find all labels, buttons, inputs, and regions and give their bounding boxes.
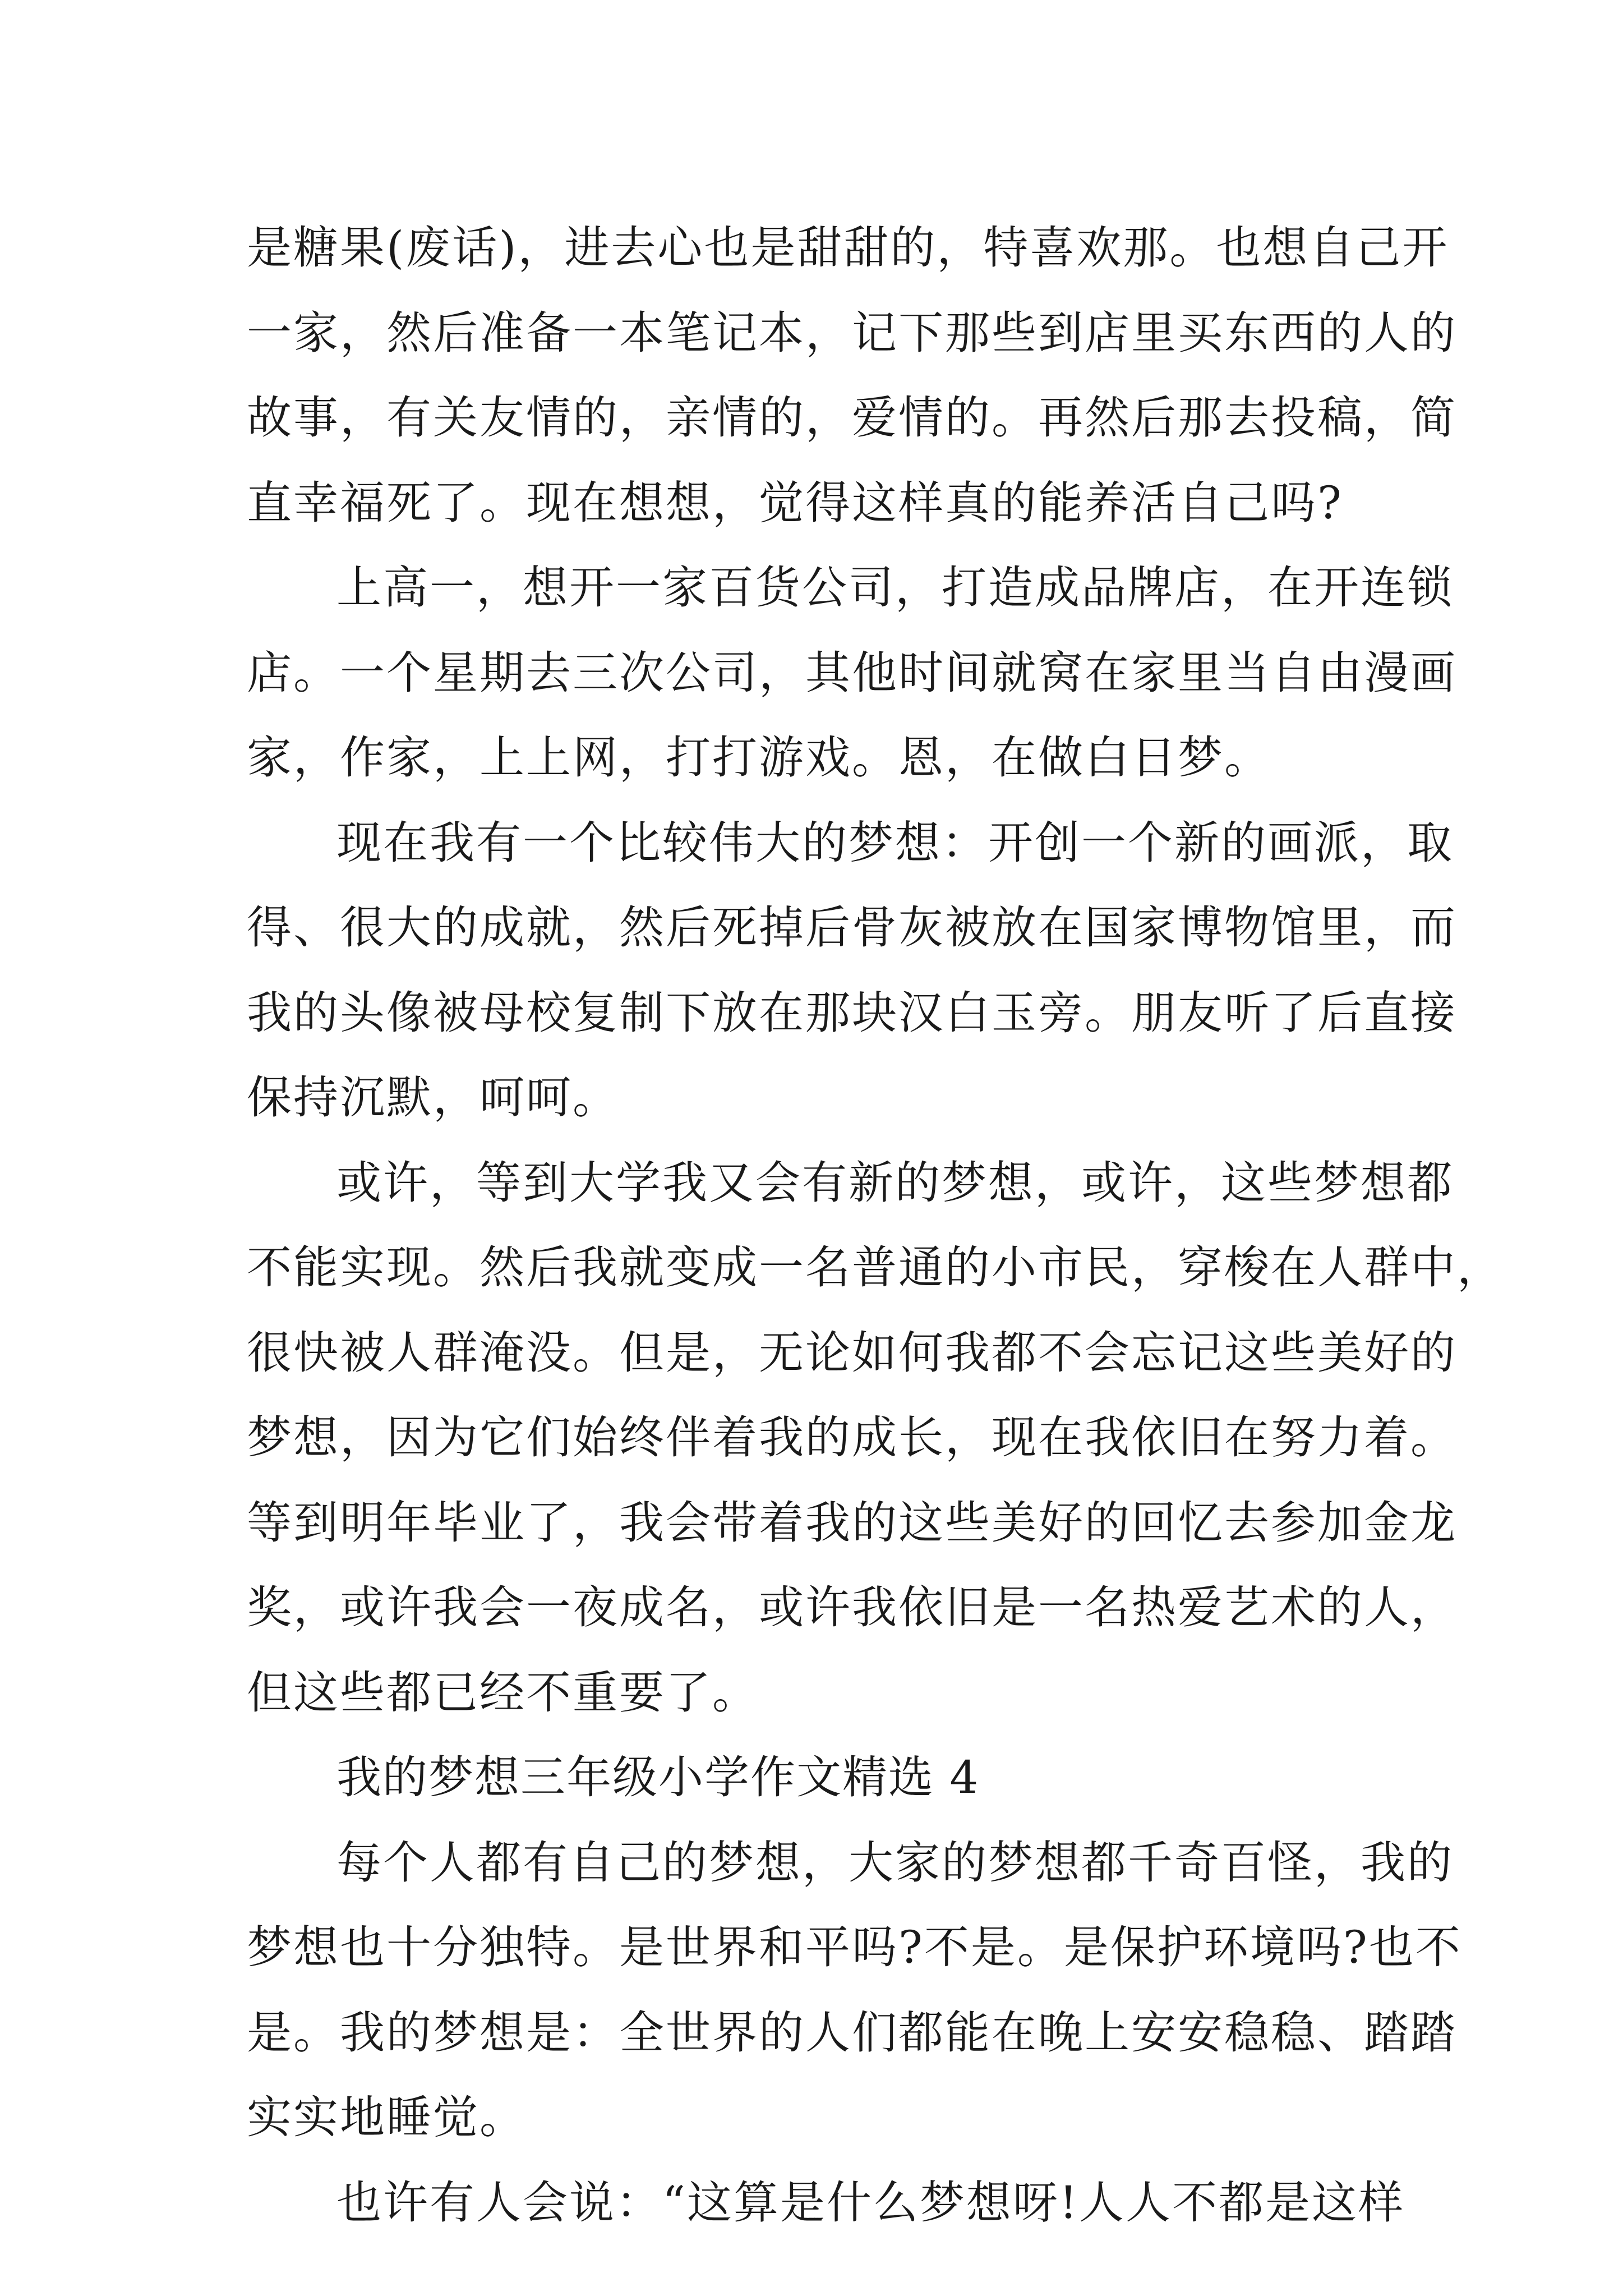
- text-line: 是糖果(废话)，进去心也是甜甜的，特喜欢那。也想自己开: [247, 222, 1449, 274]
- text-line: 保持沉默，呵呵。: [247, 1071, 619, 1124]
- text-line: 家，作家，上上网，打打游戏。恩，在做白日梦。: [247, 731, 1271, 784]
- text-line: 不能实现。然后我就变成一名普通的小市民，穿梭在人群中，: [247, 1241, 1504, 1294]
- text-line: 等到明年毕业了，我会带着我的这些美好的回忆去参加金龙: [247, 1496, 1457, 1549]
- text-line: 梦想也十分独特。是世界和平吗?不是。是保护环境吗?也不: [247, 1921, 1462, 1973]
- paragraph-start-line: 上高一，想开一家百货公司，打造成品牌店，在开连锁: [336, 562, 1454, 614]
- text-line: 实实地睡觉。: [247, 2091, 526, 2143]
- text-line: 故事，有关友情的，亲情的，爱情的。再然后那去投稿，简: [247, 392, 1457, 444]
- text-line: 奖，或许我会一夜成名，或许我依旧是一名热爱艺术的人，: [247, 1581, 1457, 1634]
- text-line: 梦想，因为它们始终伴着我的成长，现在我依旧在努力着。: [247, 1411, 1457, 1464]
- text-line: 直幸福死了。现在想想，觉得这样真的能养活自己吗?: [247, 476, 1343, 529]
- text-line: 得、很大的成就，然后死掉后骨灰被放在国家博物馆里，而: [247, 901, 1457, 954]
- text-line: 店。一个星期去三次公司，其他时间就窝在家里当自由漫画: [247, 646, 1457, 699]
- document-body: [247, 205, 1504, 2245]
- text-line: 很快被人群淹没。但是，无论如何我都不会忘记这些美好的: [247, 1326, 1457, 1379]
- paragraph-start-line: 每个人都有自己的梦想，大家的梦想都千奇百怪，我的: [336, 1836, 1454, 1889]
- text-line: 我的头像被母校复制下放在那块汉白玉旁。朋友听了后直接: [247, 986, 1457, 1039]
- paragraph-start-line: 现在我有一个比较伟大的梦想：开创一个新的画派，取: [336, 816, 1454, 869]
- text-line: 但这些都已经不重要了。: [247, 1666, 759, 1719]
- text-line: 一家，然后准备一本笔记本，记下那些到店里买东西的人的: [247, 306, 1457, 359]
- section-heading: 我的梦想三年级小学作文精选 4: [336, 1751, 980, 1803]
- paragraph-start-line: 也许有人会说：“这算是什么梦想呀!人人不都是这样: [336, 2176, 1405, 2229]
- paragraph-start-line: 或许，等到大学我又会有新的梦想，或许，这些梦想都: [336, 1156, 1454, 1209]
- text-line: 是。我的梦想是：全世界的人们都能在晚上安安稳稳、踏踏: [247, 2006, 1457, 2059]
